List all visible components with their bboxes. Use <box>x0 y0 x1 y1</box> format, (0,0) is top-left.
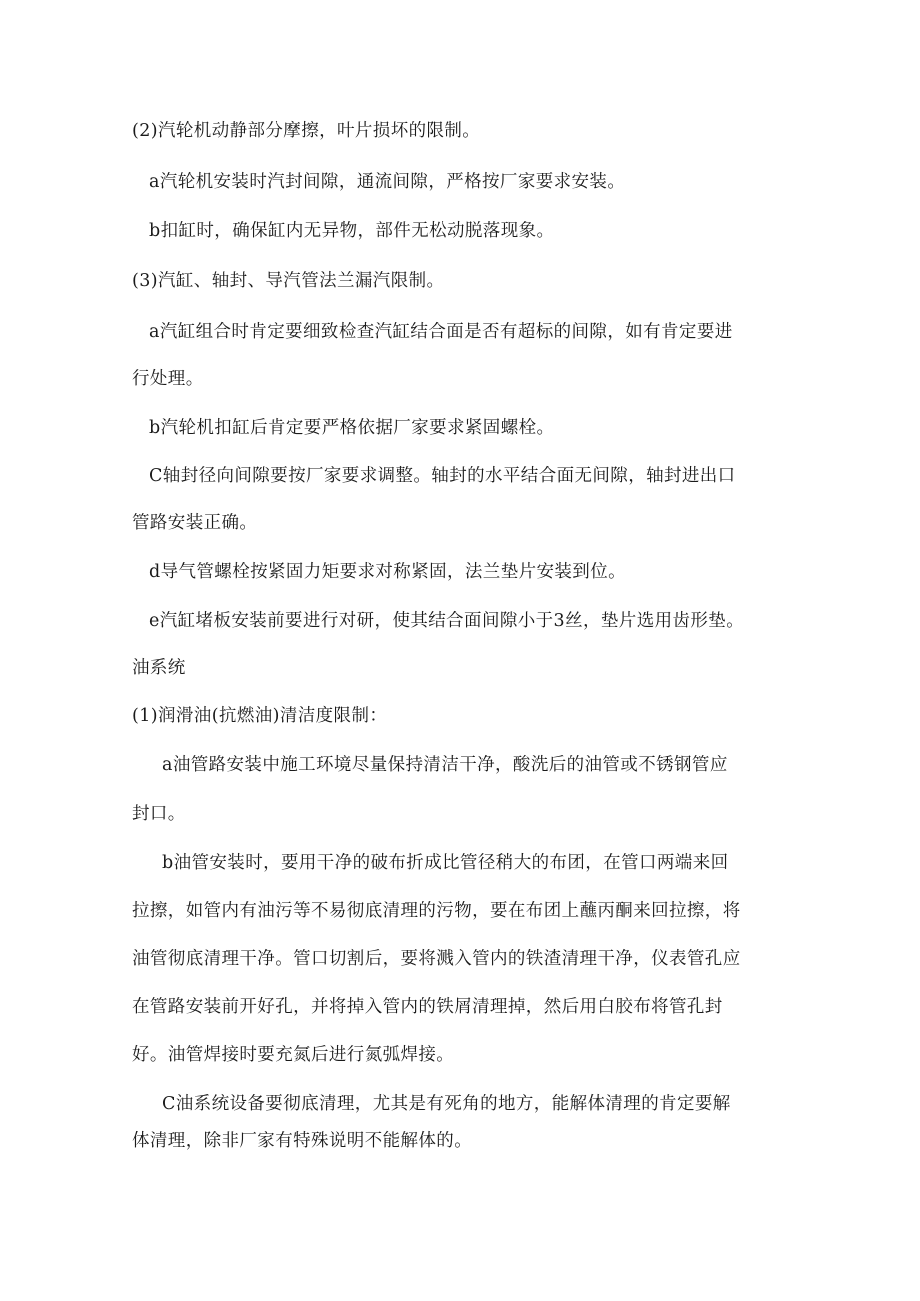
text-line: b油管安装时，要用干净的破布折成比管径稍大的布团，在管口两端来回 <box>162 853 729 873</box>
text-line: d导气管螺栓按紧固力矩要求对称紧固，法兰垫片安装到位。 <box>149 562 627 582</box>
text-line: b汽轮机扣缸后肯定要严格依据厂家要求紧固螺栓。 <box>149 418 555 438</box>
text-line: (3)汽缸、轴封、导汽管法兰漏汽限制。 <box>132 271 445 291</box>
text-line: 拉擦，如管内有油污等不易彻底清理的污物，要在布团上蘸丙酮来回拉擦，将 <box>132 901 741 921</box>
text-line: C轴封径向间隙要按厂家要求调整。轴封的水平结合面无间隙，轴封进出口 <box>149 466 736 486</box>
text-line: C油系统设备要彻底清理，尤其是有死角的地方，能解体清理的肯定要解 <box>162 1094 731 1114</box>
text-line: 好。油管焊接时要充氮后进行氮弧焊接。 <box>132 1045 455 1065</box>
text-line: 管路安装正确。 <box>132 513 258 533</box>
section-heading: 油系统 <box>132 658 186 678</box>
text-line: (1)润滑油(抗燃油)清洁度限制： <box>132 706 388 726</box>
text-line: 在管路安装前开好孔，并将掉入管内的铁屑清理掉，然后用白胶布将管孔封 <box>132 997 723 1017</box>
text-line: 体清理，除非厂家有特殊说明不能解体的。 <box>132 1131 473 1151</box>
text-line: a汽轮机安装时汽封间隙，通流间隙，严格按厂家要求安装。 <box>149 172 626 192</box>
text-line: 行处理。 <box>132 369 204 389</box>
text-line: 封口。 <box>132 804 186 824</box>
text-line: e汽缸堵板安装前要进行对研，使其结合面间隙小于3丝，垫片选用齿形垫。 <box>149 611 745 631</box>
text-line: b扣缸时，确保缸内无异物，部件无松动脱落现象。 <box>149 221 555 241</box>
text-line: a汽缸组合时肯定要细致检查汽缸结合面是否有超标的间隙，如有肯定要进 <box>149 322 733 342</box>
text-line: (2)汽轮机动静部分摩擦，叶片损坏的限制。 <box>132 121 481 141</box>
text-line: 油管彻底清理干净。管口切割后，要将溅入管内的铁渣清理干净，仪表管孔应 <box>132 949 741 969</box>
text-line: a油管路安装中施工环境尽量保持清洁干净，酸洗后的油管或不锈钢管应 <box>162 755 728 775</box>
